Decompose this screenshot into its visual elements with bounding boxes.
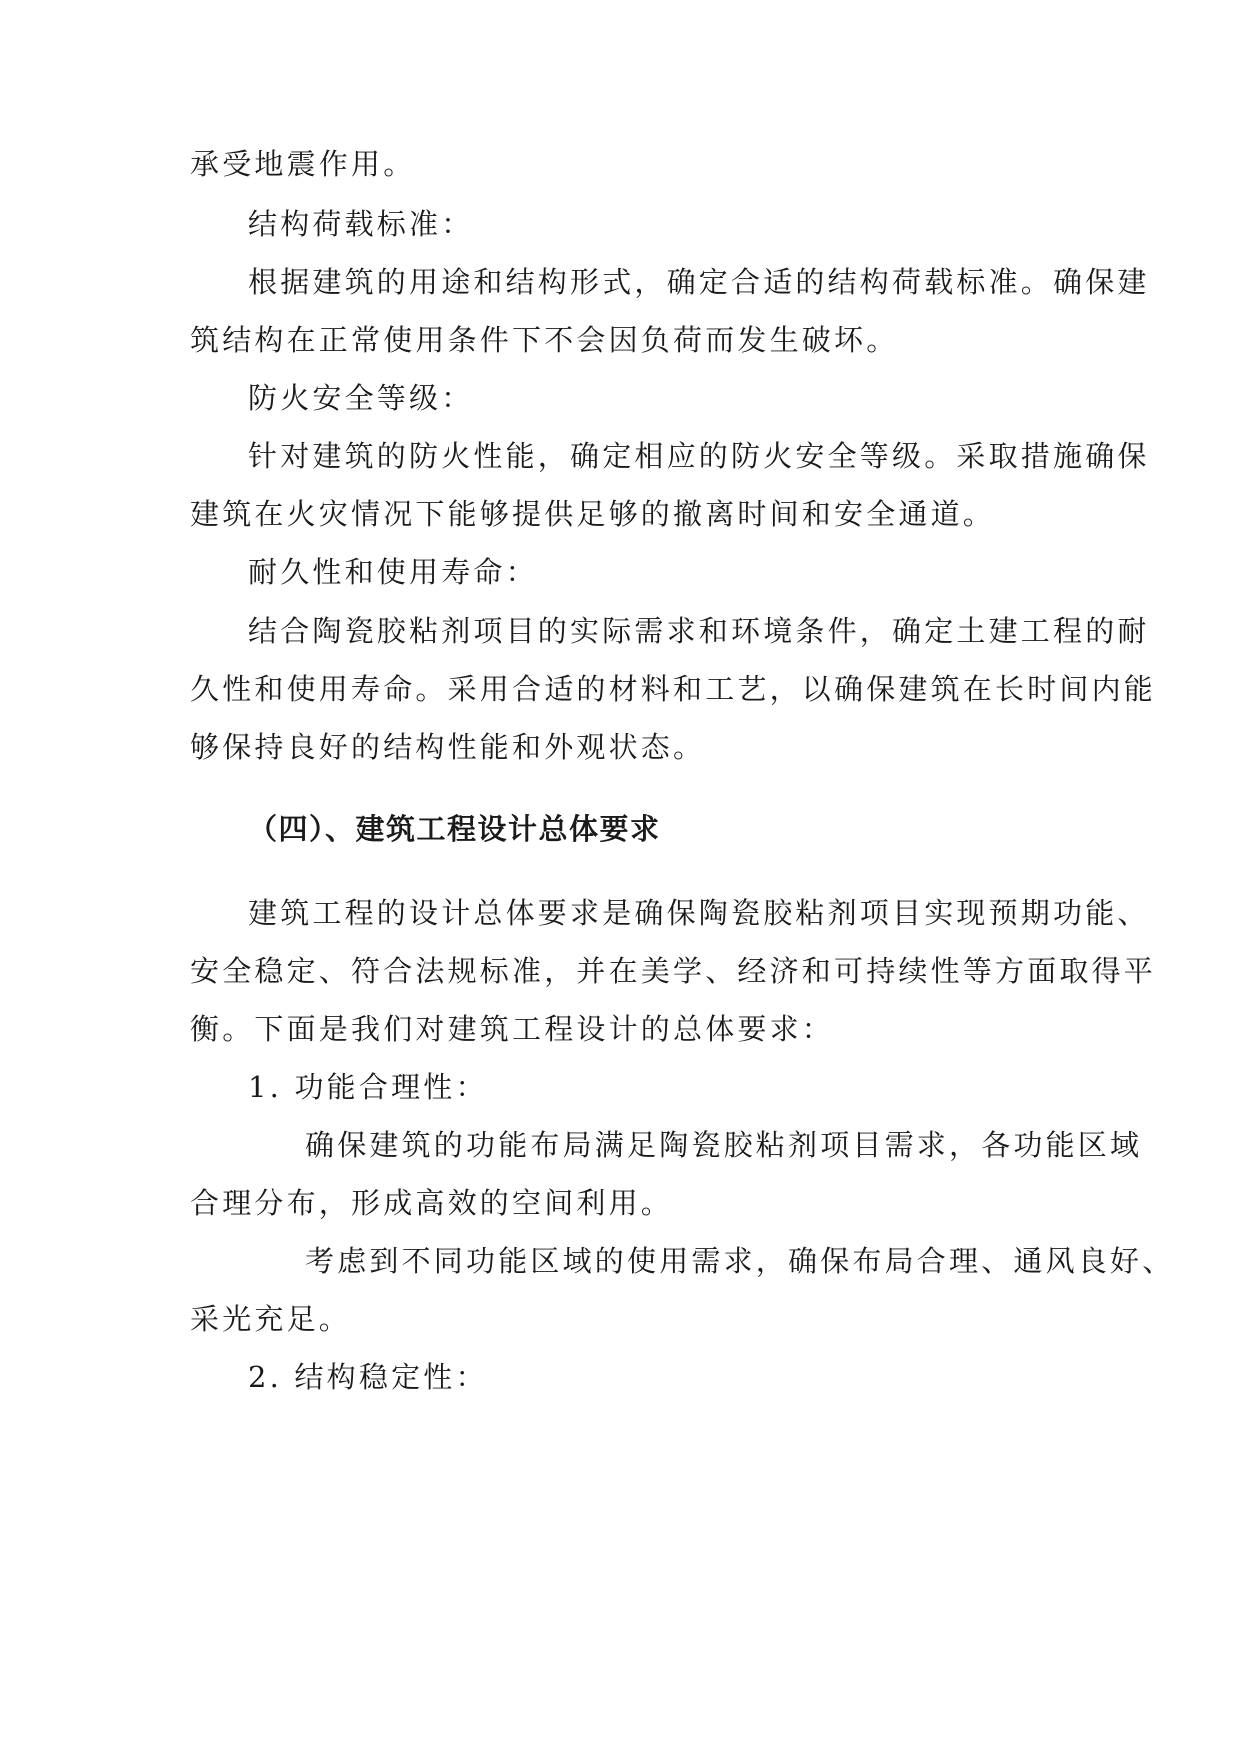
list-item-heading: 2. 结构稳定性：	[248, 1360, 488, 1394]
paragraph-line: 衡。下面是我们对建筑工程设计的总体要求：	[190, 1012, 835, 1046]
section-heading: （四）、建筑工程设计总体要求	[248, 812, 661, 846]
paragraph-line: 根据建筑的用途和结构形式，确定合适的结构荷载标准。确保建	[248, 265, 1150, 299]
subheading-structural-load: 结构荷载标准：	[248, 207, 474, 241]
paragraph-line: 久性和使用寿命。采用合适的材料和工艺，以确保建筑在长时间内能	[190, 672, 1157, 706]
paragraph-line: 建筑在火灾情况下能够提供足够的撤离时间和安全通道。	[190, 497, 996, 531]
paragraph-line: 结合陶瓷胶粘剂项目的实际需求和环境条件，确定土建工程的耐	[248, 614, 1150, 648]
subheading-durability: 耐久性和使用寿命：	[248, 555, 538, 589]
paragraph-line: 承受地震作用。	[190, 147, 416, 181]
paragraph-line: 考虑到不同功能区域的使用需求，确保布局合理、通风良好、	[305, 1244, 1175, 1278]
list-item-heading: 1. 功能合理性：	[248, 1070, 488, 1104]
paragraph-line: 确保建筑的功能布局满足陶瓷胶粘剂项目需求，各功能区域	[305, 1128, 1143, 1162]
paragraph-line: 建筑工程的设计总体要求是确保陶瓷胶粘剂项目实现预期功能、	[248, 896, 1150, 930]
subheading-fire-safety: 防火安全等级：	[248, 381, 474, 415]
paragraph-line: 合理分布，形成高效的空间利用。	[190, 1186, 674, 1220]
paragraph-line: 采光充足。	[190, 1302, 352, 1336]
paragraph-line: 安全稳定、符合法规标准，并在美学、经济和可持续性等方面取得平	[190, 954, 1157, 988]
paragraph-line: 够保持良好的结构性能和外观状态。	[190, 730, 706, 764]
paragraph-line: 针对建筑的防火性能，确定相应的防火安全等级。采取措施确保	[248, 439, 1150, 473]
paragraph-line: 筑结构在正常使用条件下不会因负荷而发生破坏。	[190, 323, 899, 357]
